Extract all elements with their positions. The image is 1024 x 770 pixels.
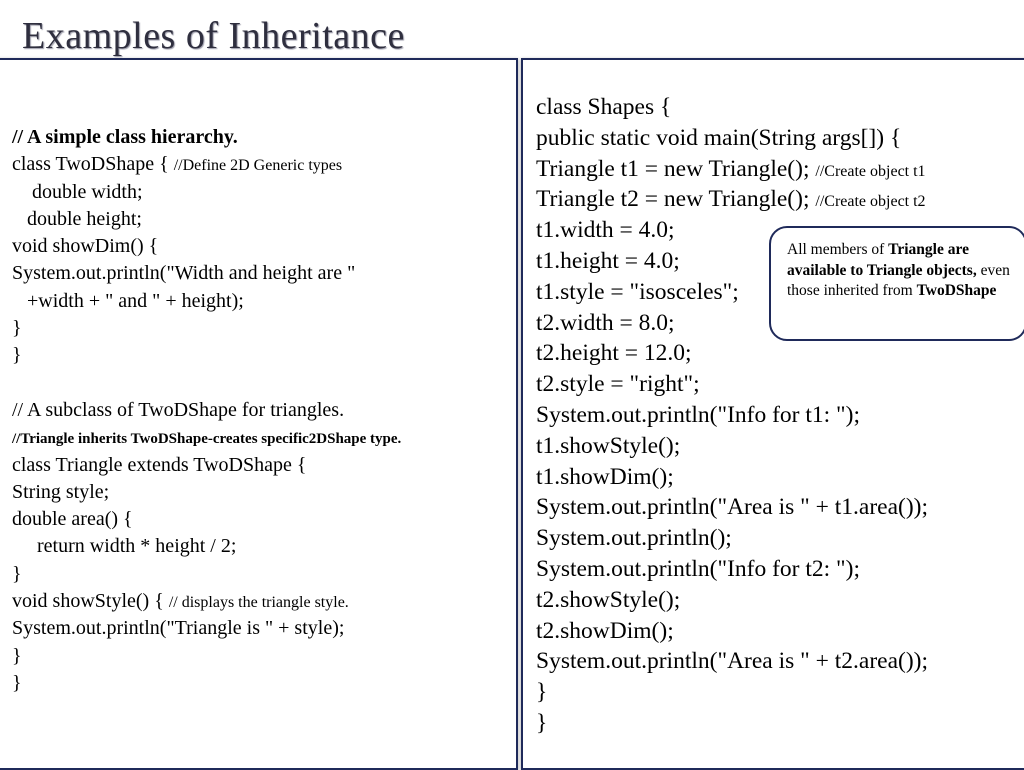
code-line <box>12 233 512 260</box>
code-text: class TwoDShape { <box>12 153 174 176</box>
code-line <box>12 151 512 178</box>
code-line <box>12 452 512 479</box>
callout-text-3: even those inherited from <box>787 261 1010 300</box>
code-line <box>536 554 1021 585</box>
code-line <box>536 369 1021 400</box>
code-line <box>536 585 1021 616</box>
code-text: t1.showStyle(); <box>536 432 681 459</box>
code-text: System.out.println("Area is " + t2.area()); <box>536 648 929 675</box>
code-comment: // displays the triangle style. <box>168 594 349 612</box>
code-line <box>12 342 512 369</box>
code-text: String style; <box>12 480 110 503</box>
code-text: double area() { <box>12 508 133 531</box>
code-line <box>536 431 1021 462</box>
code-text: public static void main(String args[]) { <box>536 124 902 151</box>
code-text: class Triangle extends TwoDShape { <box>12 453 307 476</box>
code-text: System.out.println("Info for t2: "); <box>536 555 860 582</box>
callout-text-4: TwoDShape <box>916 282 997 300</box>
code-text: t2.height = 12.0; <box>536 340 692 367</box>
code-line <box>12 424 512 451</box>
code-text: System.out.println(); <box>536 525 732 552</box>
callout-text-1: All members of <box>787 241 889 258</box>
code-line <box>12 206 512 233</box>
code-line <box>12 397 512 424</box>
code-text: // A subclass of TwoDShape for triangles. <box>12 398 345 421</box>
code-text: +width + " and " + height); <box>12 289 244 312</box>
code-line <box>536 462 1021 493</box>
code-line <box>536 677 1021 708</box>
code-text: t2.showStyle(); <box>536 586 681 613</box>
code-text: t2.showDim(); <box>536 617 674 644</box>
code-line <box>536 523 1021 554</box>
code-line <box>12 179 512 206</box>
code-text: t2.style = "right"; <box>536 371 700 398</box>
code-text: t1.style = "isosceles"; <box>536 278 739 305</box>
code-text: t1.height = 4.0; <box>536 247 680 274</box>
code-line <box>12 643 512 670</box>
code-line <box>536 646 1021 677</box>
code-line <box>12 479 512 506</box>
code-line <box>12 588 512 615</box>
code-text: double width; <box>12 180 143 203</box>
code-text: Triangle t2 = new Triangle(); <box>536 186 816 213</box>
code-comment: //Define 2D Generic types <box>173 157 343 175</box>
code-text: } <box>12 644 22 667</box>
code-text: } <box>12 562 22 585</box>
code-text: Triangle t1 = new Triangle(); <box>536 155 816 182</box>
code-line <box>12 370 512 397</box>
code-text: System.out.println("Info for t1: "); <box>536 401 860 428</box>
code-text: System.out.println("Width and height are " <box>12 262 356 285</box>
code-line <box>12 506 512 533</box>
code-line <box>12 670 512 697</box>
code-line <box>536 338 1021 369</box>
code-comment: //Create object t1 <box>815 162 926 180</box>
code-text: System.out.println("Triangle is " + style); <box>12 617 345 640</box>
code-line <box>12 615 512 642</box>
code-text: System.out.println("Area is " + t1.area()); <box>536 494 929 521</box>
slide-title: Examples of Inheritance <box>22 15 405 57</box>
code-text: } <box>536 709 548 736</box>
code-text: t1.width = 4.0; <box>536 217 675 244</box>
code-text: t2.width = 8.0; <box>536 309 675 336</box>
right-code-block <box>536 92 1021 739</box>
code-text: void showStyle() { <box>12 590 169 613</box>
inheritance-callout <box>769 226 1024 341</box>
code-text: double height; <box>12 207 142 230</box>
code-line <box>536 708 1021 739</box>
code-text: void showDim() { <box>12 235 159 258</box>
code-text: return width * height / 2; <box>12 535 237 558</box>
code-text: class Shapes { <box>536 94 672 120</box>
code-line <box>536 123 1021 154</box>
code-line <box>12 288 512 315</box>
code-text: } <box>12 344 22 367</box>
code-text: //Triangle inherits TwoDShape-creates specific2DShape type. <box>12 431 402 448</box>
code-line <box>12 260 512 287</box>
code-text: // A simple class hierarchy. <box>12 126 238 148</box>
code-line <box>12 533 512 560</box>
code-line <box>536 616 1021 647</box>
code-text: } <box>536 679 548 706</box>
code-line <box>12 124 512 151</box>
code-text: } <box>12 671 22 694</box>
code-line <box>536 92 1021 123</box>
left-code-block <box>12 124 512 697</box>
callout-text-2: Triangle are available to Triangle objects, <box>787 241 977 279</box>
code-line <box>12 561 512 588</box>
code-comment: //Create object t2 <box>815 193 926 211</box>
code-text: } <box>12 317 22 340</box>
code-text: t1.showDim(); <box>536 463 674 490</box>
code-line <box>536 400 1021 431</box>
code-line <box>536 154 1021 185</box>
code-line <box>536 184 1021 215</box>
code-line <box>12 315 512 342</box>
code-line <box>536 492 1021 523</box>
